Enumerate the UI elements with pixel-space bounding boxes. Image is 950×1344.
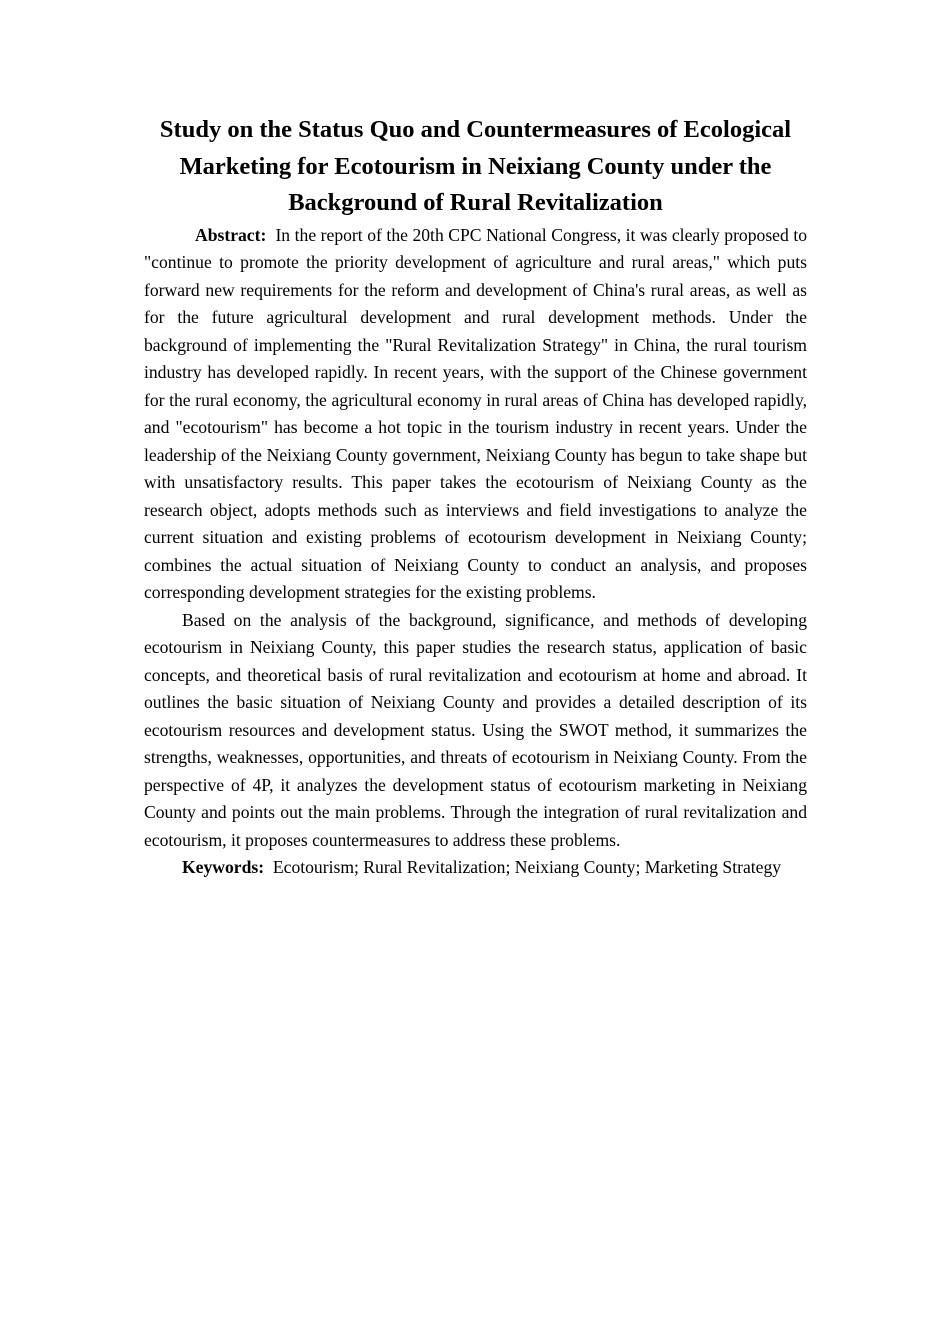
abstract-label: Abstract:	[195, 224, 267, 245]
abstract-text-2: Based on the analysis of the background, significance, and methods of developing ecotourism in Neixiang County, this paper studies the research status, application of basic concepts, and theoretical basis of rural revitalization and ecotourism at home and abroad. It outlines the basic situation of Neixiang County and provides a detailed description of its ecotourism resources and development status. Using the SWOT method, it summarizes the strengths, weaknesses, opportunities, and threats of ecotourism in Neixiang County. From the perspective of 4P, it analyzes the development status of ecotourism marketing in Neixiang County and points out the main problems. Through the integration of rural revitalization and ecotourism, it proposes countermeasures to address these problems.	[144, 609, 807, 850]
paper-page	[144, 112, 807, 882]
keywords-text: Ecotourism; Rural Revitalization; Neixiang County; Marketing Strategy	[272, 857, 782, 878]
abstract-paragraph-1	[144, 222, 807, 607]
abstract-text-1: In the report of the 20th CPC National Congress, it was clearly proposed to "continue to promote the priority development of agriculture and rural areas," which puts forward new requirements for the reform and development of China's rural areas, as well as for the future agricultural development and rural development methods. Under the background of implementing the "Rural Revitalization Strategy" in China, the rural tourism industry has developed rapidly. In recent years, with the support of the Chinese government for the rural economy, the agricultural economy in rural areas of China has developed rapidly, and "ecotourism" has become a hot topic in the tourism industry in recent years. Under the leadership of the Neixiang County government, Neixiang County has begun to take shape but with unsatisfactory results. This paper takes the ecotourism of Neixiang County as the research object, adopts methods such as interviews and field investigations to analyze the current situation and existing problems of ecotourism development in Neixiang County; combines the actual situation of Neixiang County to conduct an analysis, and proposes corresponding development strategies for the existing problems.	[144, 224, 808, 603]
keywords-paragraph	[144, 854, 807, 882]
keywords-label: Keywords:	[182, 857, 265, 878]
abstract-paragraph-2	[144, 607, 807, 855]
paper-title: Study on the Status Quo and Countermeasures of Ecological Marketing for Ecotourism in Neixiang County under the Background of Rural Revitalization	[159, 116, 792, 217]
